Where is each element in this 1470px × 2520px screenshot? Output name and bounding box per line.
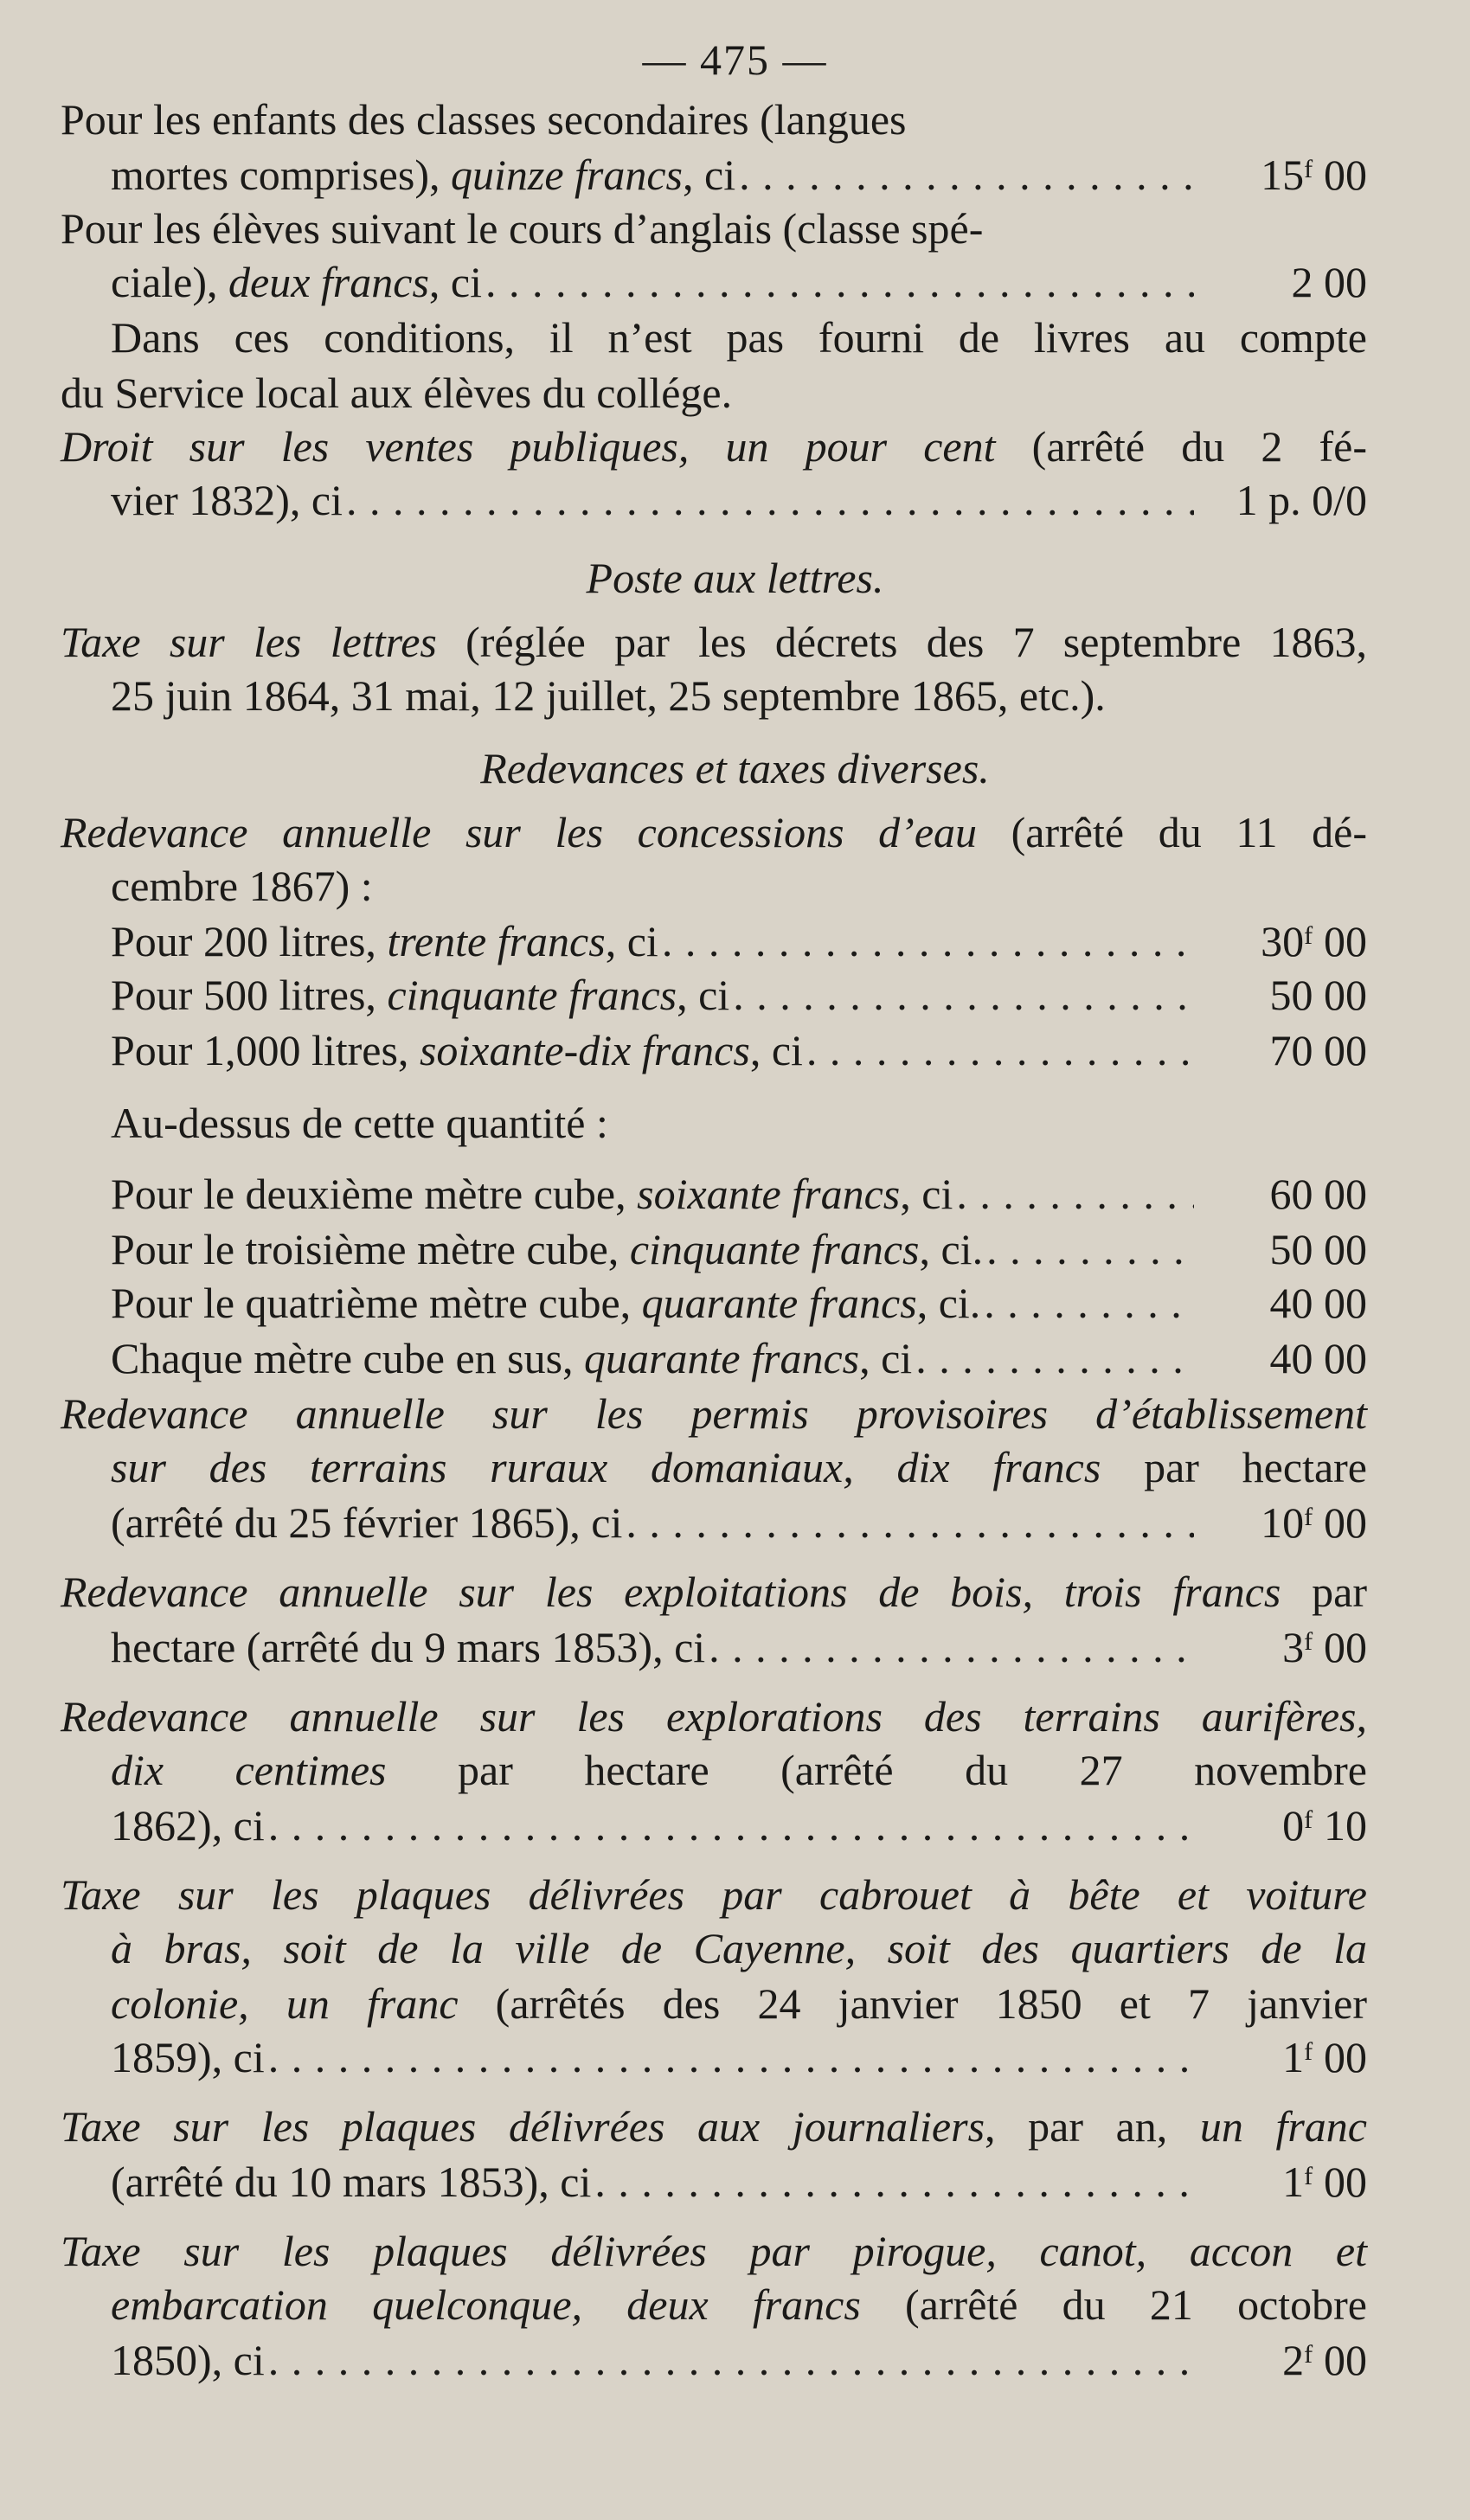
italic-text: Taxe sur les plaques délivrées par cabrouet à bête et voiture (61, 1870, 1367, 1919)
italic-text: soixante-dix francs (419, 1026, 750, 1074)
italic-text: quinze francs (450, 151, 684, 199)
tariff-line (111, 915, 1367, 967)
roman-text: (réglée par les décrets des 7 septembre 1863, (436, 618, 1367, 666)
dot-leader (485, 256, 1194, 308)
tariff-label (111, 149, 735, 201)
tariff-amount: 2ᶠ 00 (1282, 2336, 1367, 2384)
tariff-line (111, 969, 1367, 1021)
roman-text: Pour les élèves suivant le cours d’anglais (classe spé- (61, 204, 984, 253)
italic-text: trente francs (387, 917, 606, 965)
tariff-label (111, 1621, 705, 1673)
italic-text: soixante francs (637, 1170, 901, 1218)
roman-text: , ci. (919, 1225, 984, 1273)
roman-text: Pour le troisième mètre cube, (111, 1225, 630, 1273)
italic-text: Redevance annuelle sur les permis provisoires d’établissement (61, 1389, 1367, 1438)
tariff-line (111, 1277, 1367, 1329)
tariff-amount: 50 00 (1269, 971, 1367, 1019)
section-heading-text: Redevances et taxes diverses. (480, 744, 990, 792)
tariff-label (111, 2031, 265, 2083)
roman-text: ciale), (111, 258, 229, 306)
roman-text: (arrêté du 25 février 1865), ci (111, 1498, 623, 1547)
roman-text: , ci (900, 1170, 953, 1218)
tariff-line (111, 1621, 1367, 1673)
tariff-line (111, 2031, 1367, 2083)
text-line (111, 1978, 1367, 2029)
dot-leader (268, 1799, 1194, 1851)
roman-text: Pour le deuxième mètre cube, (111, 1170, 638, 1218)
text-line (111, 311, 1367, 363)
tariff-label (111, 1799, 265, 1851)
section-heading-text: Poste aux lettres. (586, 554, 884, 602)
tariff-line (111, 1024, 1367, 1076)
tariff-label (111, 256, 482, 308)
italic-text: à bras, soit de la ville de Cayenne, soit des quartiers de la (111, 1924, 1367, 1972)
roman-text: , ci (749, 1026, 803, 1074)
dot-leader (594, 2156, 1194, 2208)
dot-leader (709, 1621, 1194, 1673)
text-line (61, 367, 1367, 419)
text-line (61, 806, 1367, 858)
roman-text: (arrêté du 11 dé- (977, 808, 1367, 856)
tariff-label (111, 1168, 953, 1220)
roman-text: 1862), ci (111, 1801, 265, 1850)
roman-text: Au-dessus de cette quantité : (111, 1099, 608, 1147)
tariff-label (111, 474, 343, 526)
roman-text: (arrêté du 21 octobre (860, 2280, 1367, 2329)
text-line (61, 2100, 1367, 2152)
italic-text: sur des terrains ruraux domaniaux, dix francs (111, 1443, 1101, 1491)
tariff-amount: 70 00 (1269, 1026, 1367, 1074)
roman-text: par hectare (arrêté du 27 novembre (386, 1746, 1367, 1794)
roman-text: vier 1832), ci (111, 476, 343, 524)
roman-text: 1859), ci (111, 2033, 265, 2081)
roman-text: , ci (683, 151, 736, 199)
text-line (111, 2279, 1367, 2331)
tariff-amount: 50 00 (1269, 1225, 1367, 1273)
dot-leader (739, 149, 1194, 201)
dot-leader (806, 1024, 1194, 1076)
tariff-line (111, 1497, 1367, 1549)
italic-text: Taxe sur les lettres (61, 618, 437, 666)
italic-text: Taxe sur les plaques délivrées par pirogue, canot, accon et (61, 2227, 1367, 2275)
section-heading (0, 742, 1470, 794)
tariff-line (111, 1223, 1367, 1275)
tariff-label (111, 2156, 591, 2208)
italic-text: cinquante francs (629, 1225, 920, 1273)
tariff-amount: 2 00 (1291, 258, 1367, 306)
text-line (111, 1922, 1367, 1974)
tariff-line (111, 474, 1367, 526)
italic-text: Redevance annuelle sur les explorations des terrains aurifères, (61, 1692, 1367, 1741)
tariff-amount: 1 p. 0/0 (1236, 476, 1367, 524)
tariff-label (111, 1332, 912, 1384)
roman-text: Dans ces conditions, il n’est pas fourni de livres au compte (111, 313, 1367, 362)
tariff-label (111, 915, 658, 967)
roman-text: du Service local aux élèves du collége. (61, 369, 733, 417)
tariff-label (111, 969, 729, 1021)
page-number: — 475 — (642, 35, 828, 84)
roman-text: mortes comprises), (111, 151, 451, 199)
tariff-line (111, 2156, 1367, 2208)
roman-text: , ci (428, 258, 482, 306)
tariff-line (111, 1168, 1367, 1220)
tariff-line (111, 2334, 1367, 2386)
tariff-amount: 1ᶠ 00 (1282, 2033, 1367, 2081)
tariff-amount: 30ᶠ 00 (1261, 917, 1367, 965)
italic-text: Taxe sur les plaques délivrées aux journaliers (61, 2102, 985, 2151)
roman-text: Pour 1,000 litres, (111, 1026, 420, 1074)
section-heading (0, 552, 1470, 604)
text-line (61, 616, 1367, 668)
tariff-amount: 40 00 (1269, 1334, 1367, 1382)
roman-text: , ci (677, 971, 730, 1019)
text-line (111, 860, 1367, 912)
dot-leader (662, 915, 1194, 967)
tariff-label (111, 1223, 983, 1275)
roman-text: , par an, (985, 2102, 1200, 2151)
roman-text: (arrêté du 2 fé- (995, 422, 1368, 471)
roman-text: 1850), ci (111, 2336, 265, 2384)
tariff-amount: 0ᶠ 10 (1282, 1801, 1367, 1850)
tariff-label (111, 2334, 265, 2386)
italic-text: quarante francs (584, 1334, 860, 1382)
text-line: Pour les enfants des classes secondaires (langues (61, 95, 907, 144)
italic-text: Redevance annuelle sur les concessions d’eau (61, 808, 978, 856)
text-line (111, 1744, 1367, 1796)
roman-text: Pour 500 litres, (111, 971, 388, 1019)
roman-text: (arrêté du 10 mars 1853), ci (111, 2158, 592, 2206)
text-line (111, 670, 1367, 721)
tariff-amount: 15ᶠ 00 (1261, 151, 1367, 199)
text-line (61, 1566, 1367, 1618)
text-line (61, 2225, 1367, 2277)
tariff-label (111, 1497, 622, 1549)
roman-text: Chaque mètre cube en sus, (111, 1334, 585, 1382)
tariff-line (111, 149, 1367, 201)
roman-text: hectare (arrêté du 9 mars 1853), ci (111, 1623, 706, 1671)
text-line (111, 1441, 1367, 1493)
italic-text: deux francs (228, 258, 429, 306)
text-line (111, 1097, 1367, 1149)
text-line (61, 1869, 1367, 1920)
italic-text: colonie, un franc (111, 1979, 459, 2028)
tariff-label (111, 1277, 980, 1329)
dot-leader (915, 1332, 1194, 1384)
tariff-label (111, 1024, 803, 1076)
dot-leader (268, 2334, 1194, 2386)
roman-text: , ci. (916, 1279, 981, 1327)
roman-text: , ci (859, 1334, 913, 1382)
roman-text: (arrêtés des 24 janvier 1850 et 7 janvier (458, 1979, 1368, 2028)
dot-leader (984, 1277, 1194, 1329)
dot-leader (733, 969, 1194, 1021)
tariff-amount: 40 00 (1269, 1279, 1367, 1327)
tariff-amount: 60 00 (1269, 1170, 1367, 1218)
text-line (61, 1388, 1367, 1440)
dot-leader (986, 1223, 1194, 1275)
italic-text: Redevance annuelle sur les exploitations de bois, trois francs (61, 1568, 1281, 1616)
italic-text: embarcation quelconque, deux francs (111, 2280, 861, 2329)
italic-text: un franc (1199, 2102, 1367, 2151)
roman-text: , ci (605, 917, 658, 965)
roman-text: par hectare (1101, 1443, 1367, 1491)
roman-text: Pour le quatrième mètre cube, (111, 1279, 642, 1327)
tariff-amount: 10ᶠ 00 (1261, 1498, 1367, 1547)
tariff-amount: 3ᶠ 00 (1282, 1623, 1367, 1671)
text-line (61, 202, 1367, 254)
tariff-line (111, 1332, 1367, 1384)
roman-text: par (1281, 1568, 1367, 1616)
tariff-line (111, 256, 1367, 308)
dot-leader (346, 474, 1194, 526)
dot-leader (268, 2031, 1194, 2083)
roman-text: cembre 1867) : (111, 862, 373, 910)
text-line (61, 420, 1367, 472)
tariff-amount: 1ᶠ 00 (1282, 2158, 1367, 2206)
roman-text: 25 juin 1864, 31 mai, 12 juillet, 25 septembre 1865, etc.). (111, 671, 1106, 720)
dot-leader (626, 1497, 1194, 1549)
italic-text: Droit sur les ventes publiques, un pour cent (61, 422, 996, 471)
dot-leader (956, 1168, 1194, 1220)
roman-text: Pour 200 litres, (111, 917, 388, 965)
text-line (61, 1690, 1367, 1742)
italic-text: dix centimes (111, 1746, 387, 1794)
tariff-line (111, 1799, 1367, 1851)
italic-text: cinquante francs (387, 971, 677, 1019)
italic-text: quarante francs (641, 1279, 917, 1327)
